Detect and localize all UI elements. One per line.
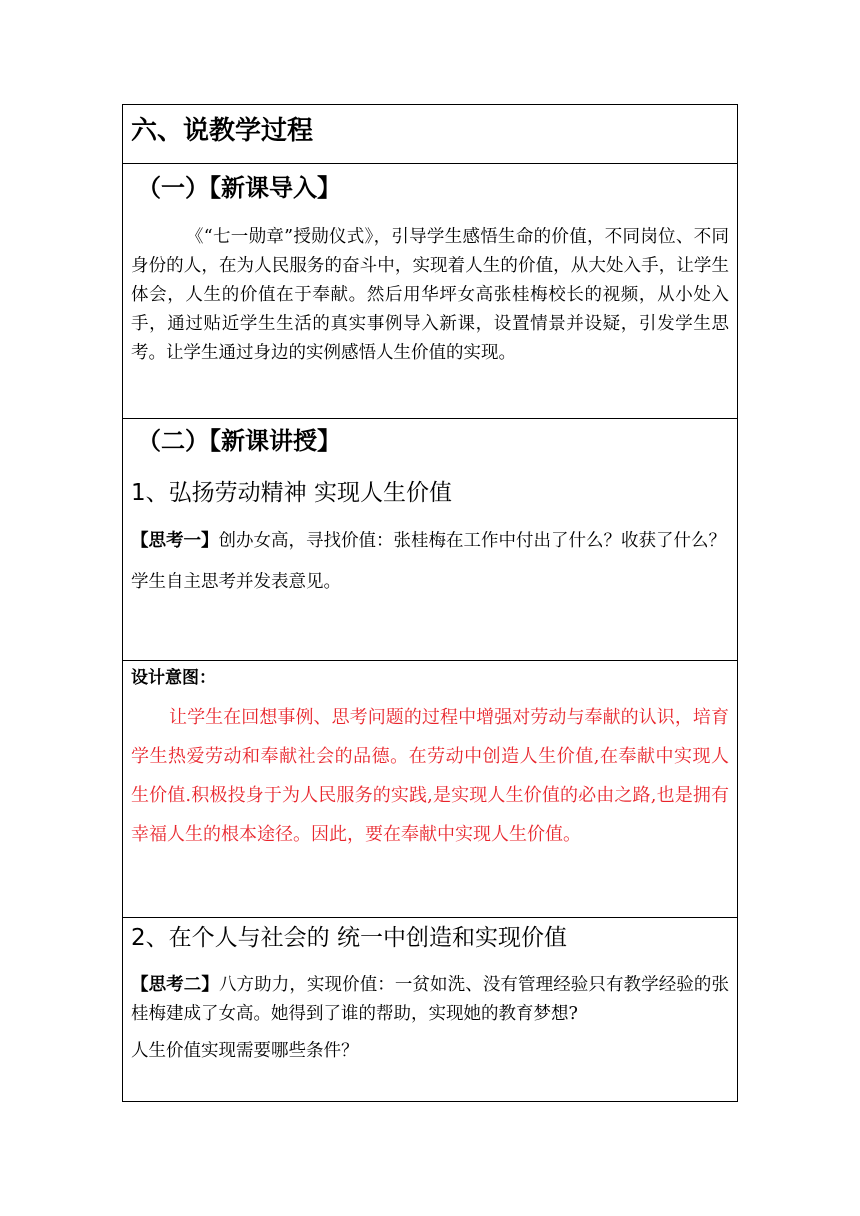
- section-title-cell: [123, 105, 737, 163]
- lesson-process-table: [122, 104, 738, 1102]
- design-intent-text: 让学生在回想事例、思考问题的过程中增强对劳动与奉献的认识，培育学生热爱劳动和奉献社会的品德。在劳动中创造人生价值,在奉献中实现人生价值.积极投身于为人民服务的实践,是实现人生价值的必由之路,也是拥有幸福人生的根本途径。因此，要在奉献中实现人生价值。: [131, 707, 729, 845]
- think-1-paragraph: [131, 527, 729, 556]
- think-1-text: 创办女高，寻找价值：张桂梅在工作中付出了什么？收获了什么？: [218, 531, 726, 551]
- intro-cell: [123, 163, 737, 418]
- subsection-2-title: 2、在个人与社会的 统一中创造和实现价值: [131, 925, 567, 951]
- part-2-cell: [123, 917, 737, 1101]
- teaching-heading: （二）【新课讲授】: [137, 426, 341, 455]
- think-1-label: 【思考一】: [131, 531, 219, 551]
- think-1-answer: 学生自主思考并发表意见。: [131, 572, 341, 592]
- intro-paragraph: 《“七一勋章”授勋仪式》，引导学生感悟生命的价值，不同岗位、不同身份的人，在为人民服务的奋斗中，实现着人生的价值，从大处入手，让学生体会，人生的价值在于奉献。然后用华坪女高张桂梅校长的视频，从小处入手，通过贴近学生生活的真实事例导入新课，设置情景并设疑，引发学生思考。让学生通过身边的实例感悟人生价值的实现。: [131, 227, 729, 363]
- section-title: 六、说教学过程: [131, 116, 314, 146]
- think-2-text: 八方助力，实现价值：一贫如洗、没有管理经验只有教学经验的张桂梅建成了女高。她得到了谁的帮助，实现她的教育梦想?: [131, 975, 730, 1024]
- intro-heading: （一）【新课导入】: [137, 173, 341, 202]
- subsection-1-title: 1、弘扬劳动精神 实现人生价值: [131, 480, 452, 506]
- think-2-label: 【思考二】: [131, 975, 219, 995]
- think-2-question: 人生价值实现需要哪些条件？: [131, 1041, 359, 1061]
- design-intent-cell: [123, 660, 737, 917]
- teaching-cell: [123, 418, 737, 660]
- design-intent-label: 设计意图：: [131, 668, 216, 688]
- think-2-paragraph: [131, 971, 729, 1029]
